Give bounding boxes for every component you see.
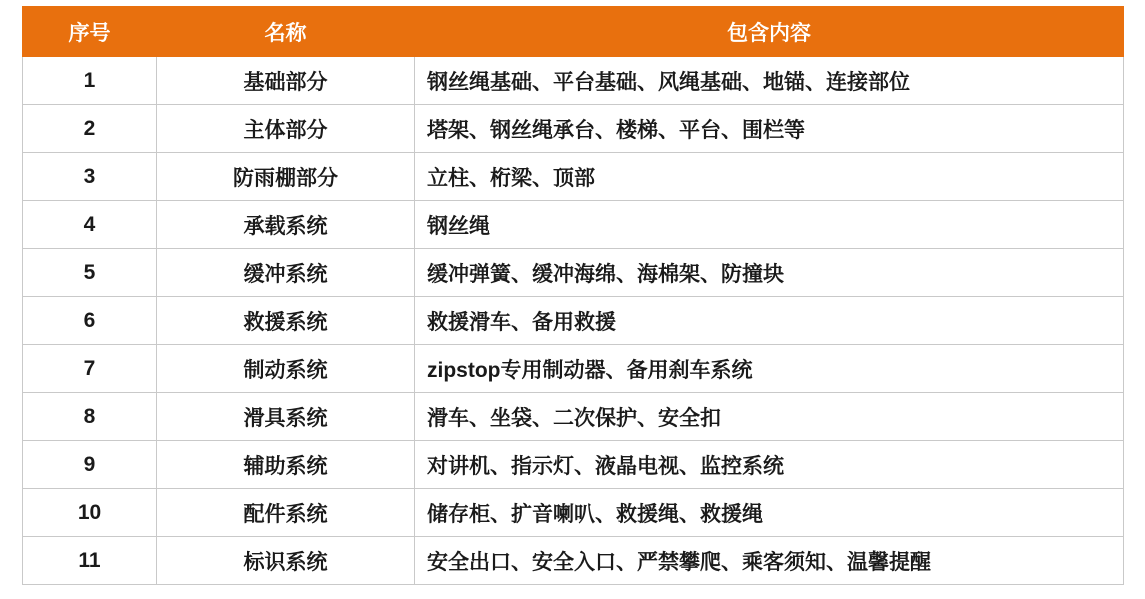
- column-header-index: 序号: [23, 7, 157, 57]
- cell-content: 储存柜、扩音喇叭、救援绳、救援绳: [415, 489, 1124, 537]
- table-row: [23, 249, 1124, 297]
- table-row: [23, 57, 1124, 105]
- cell-content: 塔架、钢丝绳承台、楼梯、平台、围栏等: [415, 105, 1124, 153]
- cell-index: 9: [23, 441, 157, 489]
- cell-content: 缓冲弹簧、缓冲海绵、海棉架、防撞块: [415, 249, 1124, 297]
- table-row: [23, 441, 1124, 489]
- cell-name: 承载系统: [157, 201, 415, 249]
- table-row: [23, 393, 1124, 441]
- cell-name: 缓冲系统: [157, 249, 415, 297]
- cell-index: 7: [23, 345, 157, 393]
- table-header: [23, 7, 1124, 57]
- cell-index: 6: [23, 297, 157, 345]
- table-row: [23, 345, 1124, 393]
- table-row: [23, 153, 1124, 201]
- cell-name: 主体部分: [157, 105, 415, 153]
- cell-index: 5: [23, 249, 157, 297]
- table-row: [23, 201, 1124, 249]
- cell-content: 立柱、桁梁、顶部: [415, 153, 1124, 201]
- cell-name: 制动系统: [157, 345, 415, 393]
- cell-name: 标识系统: [157, 537, 415, 585]
- cell-content: 滑车、坐袋、二次保护、安全扣: [415, 393, 1124, 441]
- cell-content: 钢丝绳: [415, 201, 1124, 249]
- cell-index: 11: [23, 537, 157, 585]
- equipment-composition-table: [22, 6, 1124, 585]
- cell-name: 救援系统: [157, 297, 415, 345]
- cell-index: 1: [23, 57, 157, 105]
- cell-index: 3: [23, 153, 157, 201]
- table-body: [23, 57, 1124, 585]
- table-header-row: [23, 7, 1124, 57]
- cell-content: zipstop专用制动器、备用刹车系统: [415, 345, 1124, 393]
- cell-content: 救援滑车、备用救援: [415, 297, 1124, 345]
- cell-name: 配件系统: [157, 489, 415, 537]
- cell-index: 10: [23, 489, 157, 537]
- cell-content: 对讲机、指示灯、液晶电视、监控系统: [415, 441, 1124, 489]
- cell-name: 滑具系统: [157, 393, 415, 441]
- table-row: [23, 489, 1124, 537]
- column-header-content: 包含内容: [415, 7, 1124, 57]
- table-row: [23, 537, 1124, 585]
- cell-index: 2: [23, 105, 157, 153]
- cell-name: 辅助系统: [157, 441, 415, 489]
- table-row: [23, 105, 1124, 153]
- cell-content: 钢丝绳基础、平台基础、风绳基础、地锚、连接部位: [415, 57, 1124, 105]
- cell-index: 8: [23, 393, 157, 441]
- cell-name: 防雨棚部分: [157, 153, 415, 201]
- column-header-name: 名称: [157, 7, 415, 57]
- table-row: [23, 297, 1124, 345]
- cell-index: 4: [23, 201, 157, 249]
- cell-name: 基础部分: [157, 57, 415, 105]
- cell-content: 安全出口、安全入口、严禁攀爬、乘客须知、温馨提醒: [415, 537, 1124, 585]
